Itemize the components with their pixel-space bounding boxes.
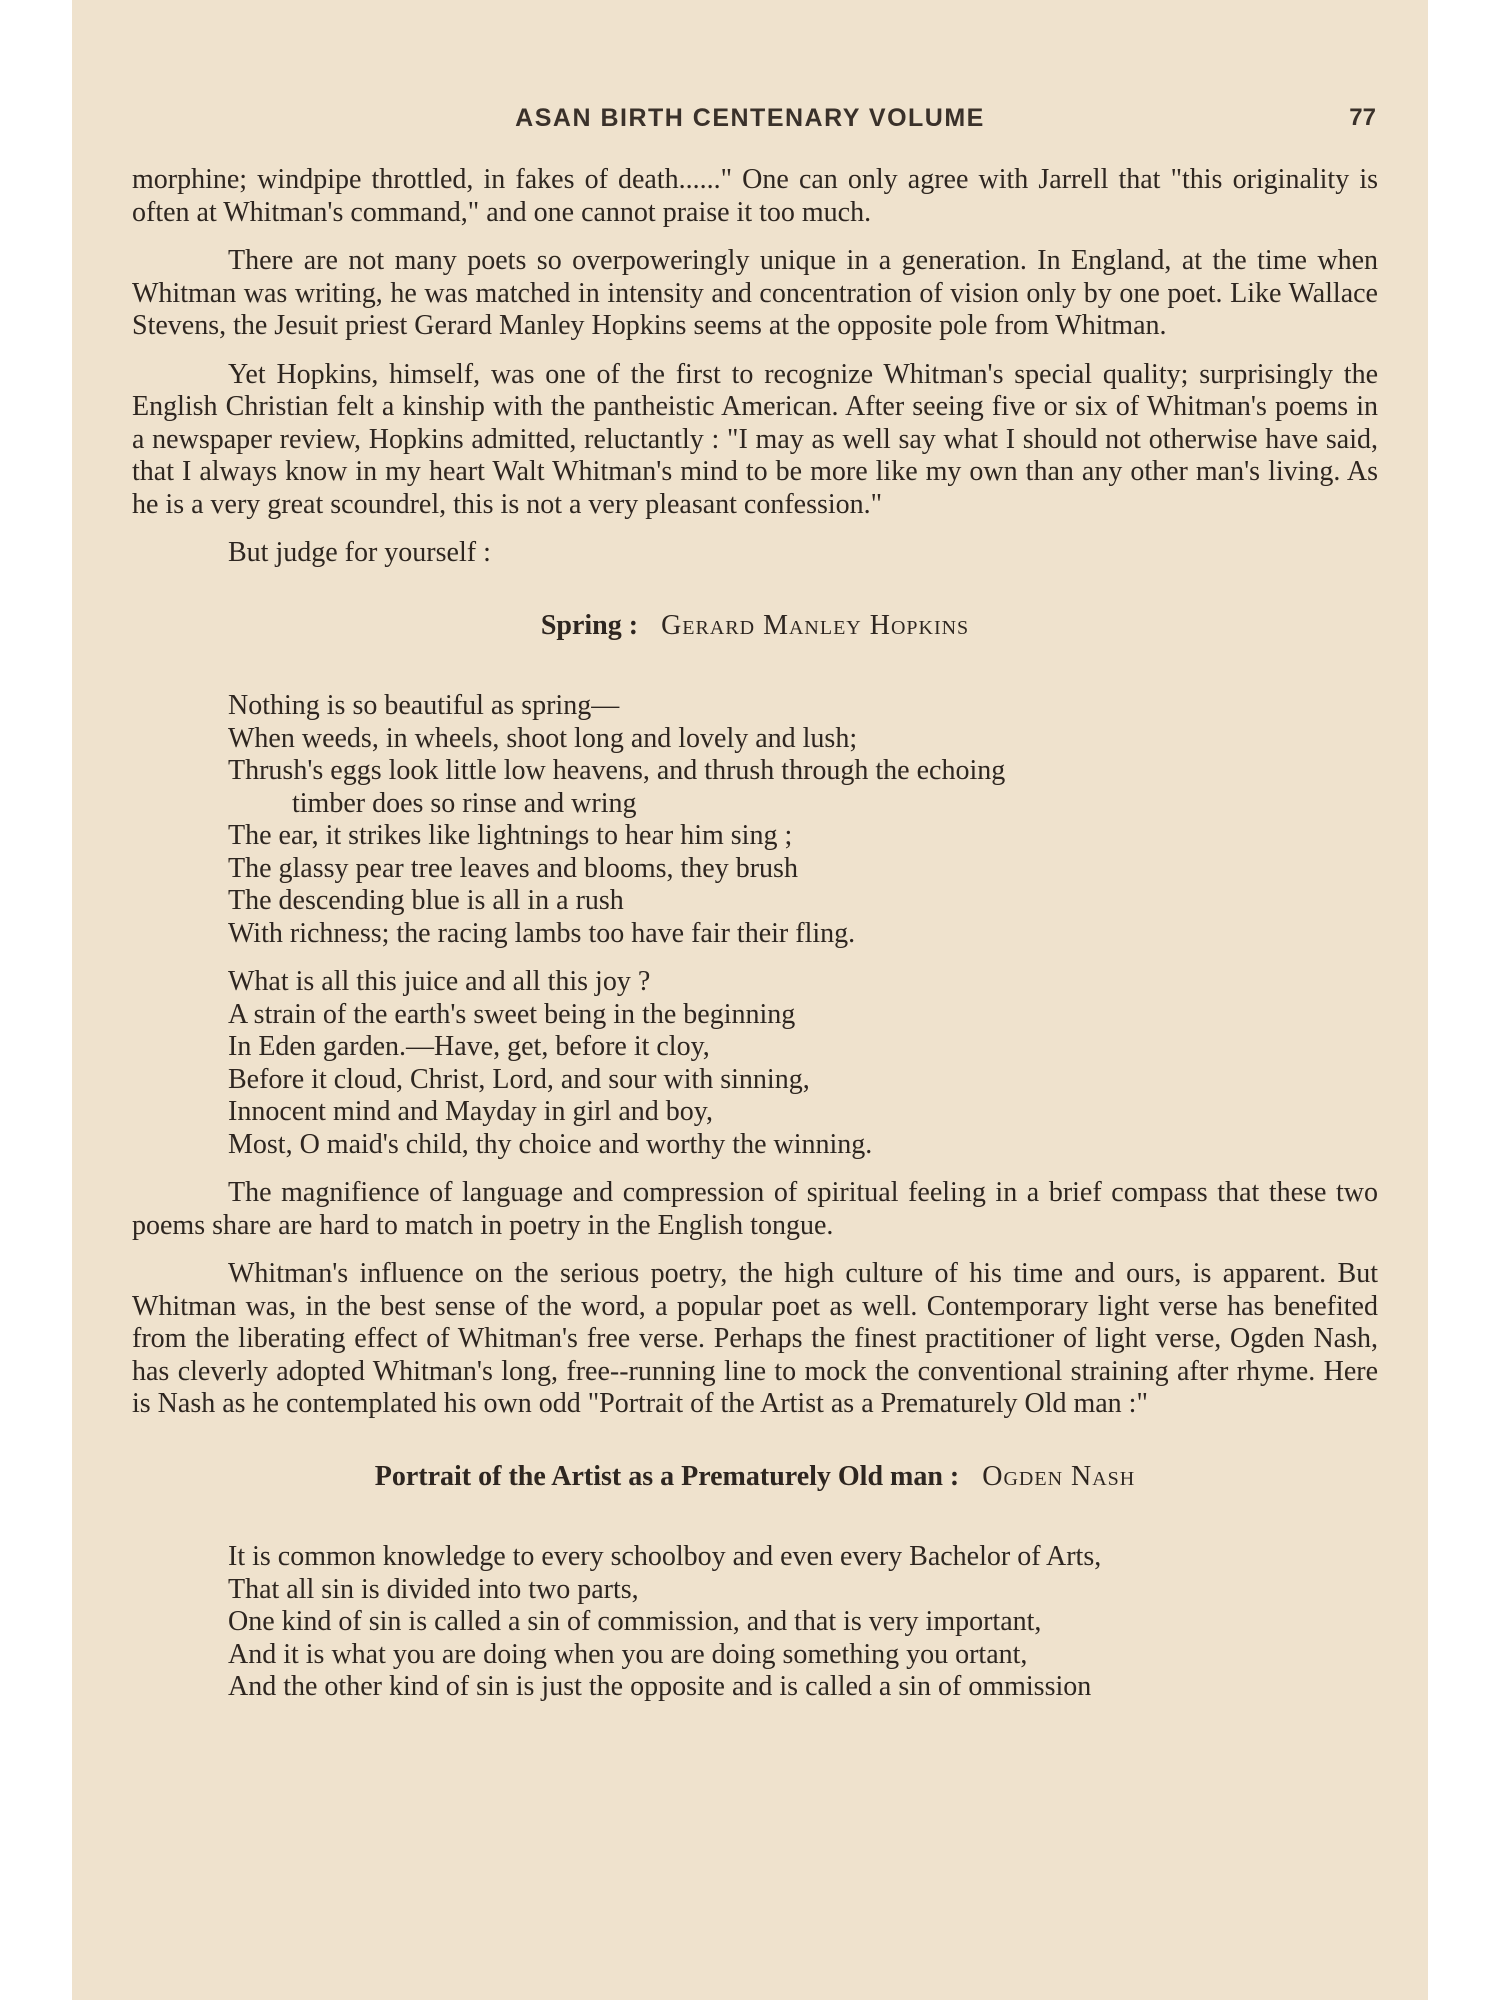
poem-line: And the other kind of sin is just the opposite and is called a sin of ommission: [228, 1671, 1092, 1702]
poem-line: Nothing is so beautiful as spring—: [228, 690, 620, 721]
poem-line: That all sin is divided into two parts,: [228, 1573, 639, 1605]
paragraph: Whitman's influence on the serious poetry, the high culture of his time and ours, is apparent. But Whitman was, in the best sense of the word, a popular poet as well. Contemporary light verse has benefited from the liberating effect of Whitman's free verse. Perhaps the finest practitioner of light verse, Ogden Nash, has cleverly adopted Whitman's long, free--running line to mock the conventional straining after rhyme. Here is Nash as he contemplated his own odd "Portrait of the Artist as a Prematurely Old man :": [132, 1258, 1378, 1419]
paragraph: There are not many poets so overpoweringly unique in a generation. In England, at the time when Whitman was writing, he was matched in intensity and concentration of vision only by one poet. Like Wallace Stevens, the Jesuit priest Gerard Manley Hopkins seems at the opposite pole from Whitman.: [132, 245, 1378, 341]
poem-stanza: [228, 1541, 1378, 1704]
poem-line: And it is what you are doing when you are doing something you ortant,: [228, 1638, 1028, 1670]
poem-title: Portrait of the Artist as a Prematurely Old man :: [374, 1460, 960, 1492]
running-title: ASAN BIRTH CENTENARY VOLUME: [515, 104, 985, 132]
poem-heading-portrait: [132, 1461, 1378, 1494]
paragraph: The magnifience of language and compression of spiritual feeling in a brief compass that these two poems share are hard to match in poetry in the English tongue.: [132, 1177, 1378, 1241]
poem-line: Thrush's eggs look little low heavens, and thrush through the echoing: [228, 755, 1006, 786]
poem-line: One kind of sin is called a sin of commission, and that is very important,: [228, 1606, 1042, 1637]
poem-author: Gerard Manley Hopkins: [661, 609, 970, 641]
book-page: [72, 0, 1428, 2000]
poem-line: A strain of the earth's sweet being in the beginning: [228, 998, 796, 1030]
paragraph: morphine; windpipe throttled, in fakes of death......" One can only agree with Jarrell that "this originality is often at Whitman's command," and one cannot praise it too much.: [132, 164, 1378, 228]
poem-line: Innocent mind and Mayday in girl and boy,: [228, 1096, 713, 1127]
page-number: 77: [1349, 104, 1376, 131]
paragraph: Yet Hopkins, himself, was one of the first to recognize Whitman's special quality; surprisingly the English Christian felt a kinship with the pantheistic American. After seeing five or six of Whitman's poems in a newspaper review, Hopkins admitted, reluctantly : "I may as well say what I should not otherwise have said, that I always know in my heart Walt Whitman's mind to be more like my own than any other man's living. As he is a very great scoundrel, this is not a very pleasant confession.": [132, 358, 1378, 520]
poem-author: Ogden Nash: [982, 1460, 1136, 1492]
poem-stanza: [228, 690, 1378, 950]
poem-line: The glassy pear tree leaves and blooms, they brush: [228, 852, 798, 884]
poem-stanza: [228, 966, 1378, 1161]
poem-line: When weeds, in wheels, shoot long and lovely and lush;: [228, 722, 858, 754]
poem-line: Before it cloud, Christ, Lord, and sour with sinning,: [228, 1063, 810, 1095]
poem-line: It is common knowledge to every schoolboy and even every Bachelor of Arts,: [228, 1541, 1102, 1572]
poem-line: Most, O maid's child, thy choice and worthy the winning.: [228, 1128, 873, 1160]
poem-line: What is all this juice and all this joy ?: [228, 966, 651, 997]
poem-line: In Eden garden.—Have, get, before it cloy,: [228, 1031, 710, 1062]
page-content: [132, 164, 1378, 1720]
poem-line: The ear, it strikes like lightnings to hear him sing ;: [228, 820, 793, 851]
page-header: [72, 104, 1428, 140]
paragraph: But judge for yourself :: [228, 537, 491, 568]
poem-line: With richness; the racing lambs too have fair their fling.: [228, 917, 856, 949]
poem-line: timber does so rinse and wring: [292, 787, 637, 819]
poem-line: The descending blue is all in a rush: [228, 885, 624, 916]
poem-heading-spring: [132, 610, 1378, 643]
poem-title: Spring :: [540, 609, 639, 641]
